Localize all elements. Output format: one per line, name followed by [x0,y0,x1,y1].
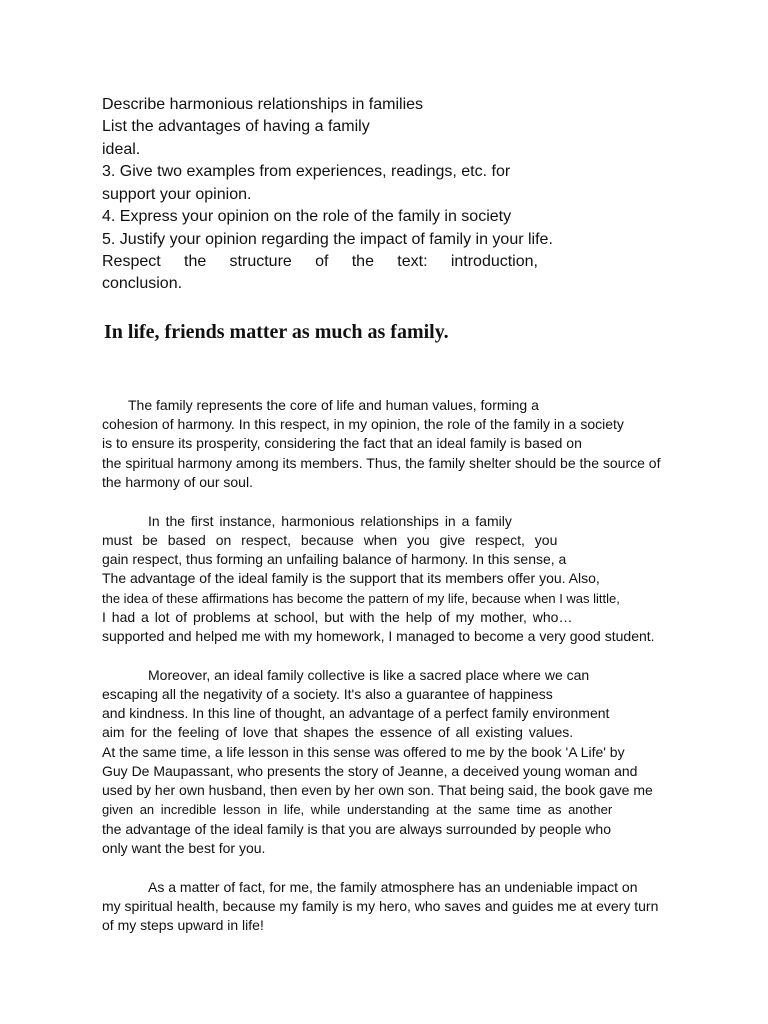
paragraph-line: the idea of these affirmations has become the pattern of my life, because when I was little, [102,591,620,606]
paragraph-line: is to ensure its prosperity, considering the fact that an ideal family is based on [102,435,582,451]
paragraph-line: The family represents the core of life and human values, forming a [128,397,539,413]
paragraph-line: I had a lot of problems at school, but with the help of my mother, who… [102,609,573,625]
task-word: the [351,253,374,270]
task-line-justified [102,251,538,273]
paragraph-line: my spiritual health, because my family is my hero, who saves and guides me at every turn [102,898,659,914]
task-word: Respect [102,253,161,270]
paragraph-line: the spiritual harmony among its members. Thus, the family shelter should be the source of [102,455,661,471]
task-word: introduction, [450,253,538,270]
paragraph-line: the harmony of our soul. [102,474,253,490]
task-line: support your opinion. [102,186,252,203]
paragraph-line: used by her own husband, then even by her own son. That being said, the book gave me [102,782,653,798]
paragraph-line: must be based on respect, because when you give respect, you [102,532,558,548]
paragraph-line: only want the best for you. [102,840,266,856]
task-word: of [315,253,329,270]
paragraph-line: aim for the feeling of love that shapes the essence of all existing values. [102,724,574,740]
paragraph-line: supported and helped me with my homework, I managed to become a very good student. [102,628,655,644]
paragraph-line: the advantage of the ideal family is that you are always surrounded by people who [102,821,611,837]
paragraph-line: In the first instance, harmonious relationships in a family [148,513,512,529]
paragraph-line: Moreover, an ideal family collective is like a sacred place where we can [148,667,590,683]
essay-title: In life, friends matter as much as family. [104,321,449,343]
task-line: 5. Justify your opinion regarding the impact of family in your life. [102,231,553,248]
task-word: text: [397,253,428,270]
paragraph-line: cohesion of harmony. In this respect, in my opinion, the role of the family in a society [102,416,624,432]
task-line: Describe harmonious relationships in families [102,96,424,113]
paragraph-line: At the same time, a life lesson in this sense was offered to me by the book 'A Life' by [102,744,625,760]
task-word: the [184,253,207,270]
task-line: conclusion. [102,275,183,292]
task-word: structure [229,253,292,270]
task-line: List the advantages of having a family [102,118,370,135]
paragraph-line: Guy De Maupassant, who presents the story of Jeanne, a deceived young woman and [102,763,638,779]
task-line: 3. Give two examples from experiences, readings, etc. for [102,163,511,180]
paragraph-line: escaping all the negativity of a society. It's also a guarantee of happiness [102,686,553,702]
paragraph-line: gain respect, thus forming an unfailing balance of harmony. In this sense, a [102,551,567,567]
paragraph-line: and kindness. In this line of thought, an advantage of a perfect family environment [102,705,610,721]
paragraph-line: As a matter of fact, for me, the family atmosphere has an undeniable impact on [148,879,638,895]
paragraph-line: of my steps upward in life! [102,917,264,933]
task-line: 4. Express your opinion on the role of the family in society [102,208,512,225]
paragraph-line: given an incredible lesson in life, while understanding at the same time as another [102,802,613,817]
task-line: ideal. [102,141,141,158]
paragraph-line: The advantage of the ideal family is the support that its members offer you. Also, [102,570,600,586]
